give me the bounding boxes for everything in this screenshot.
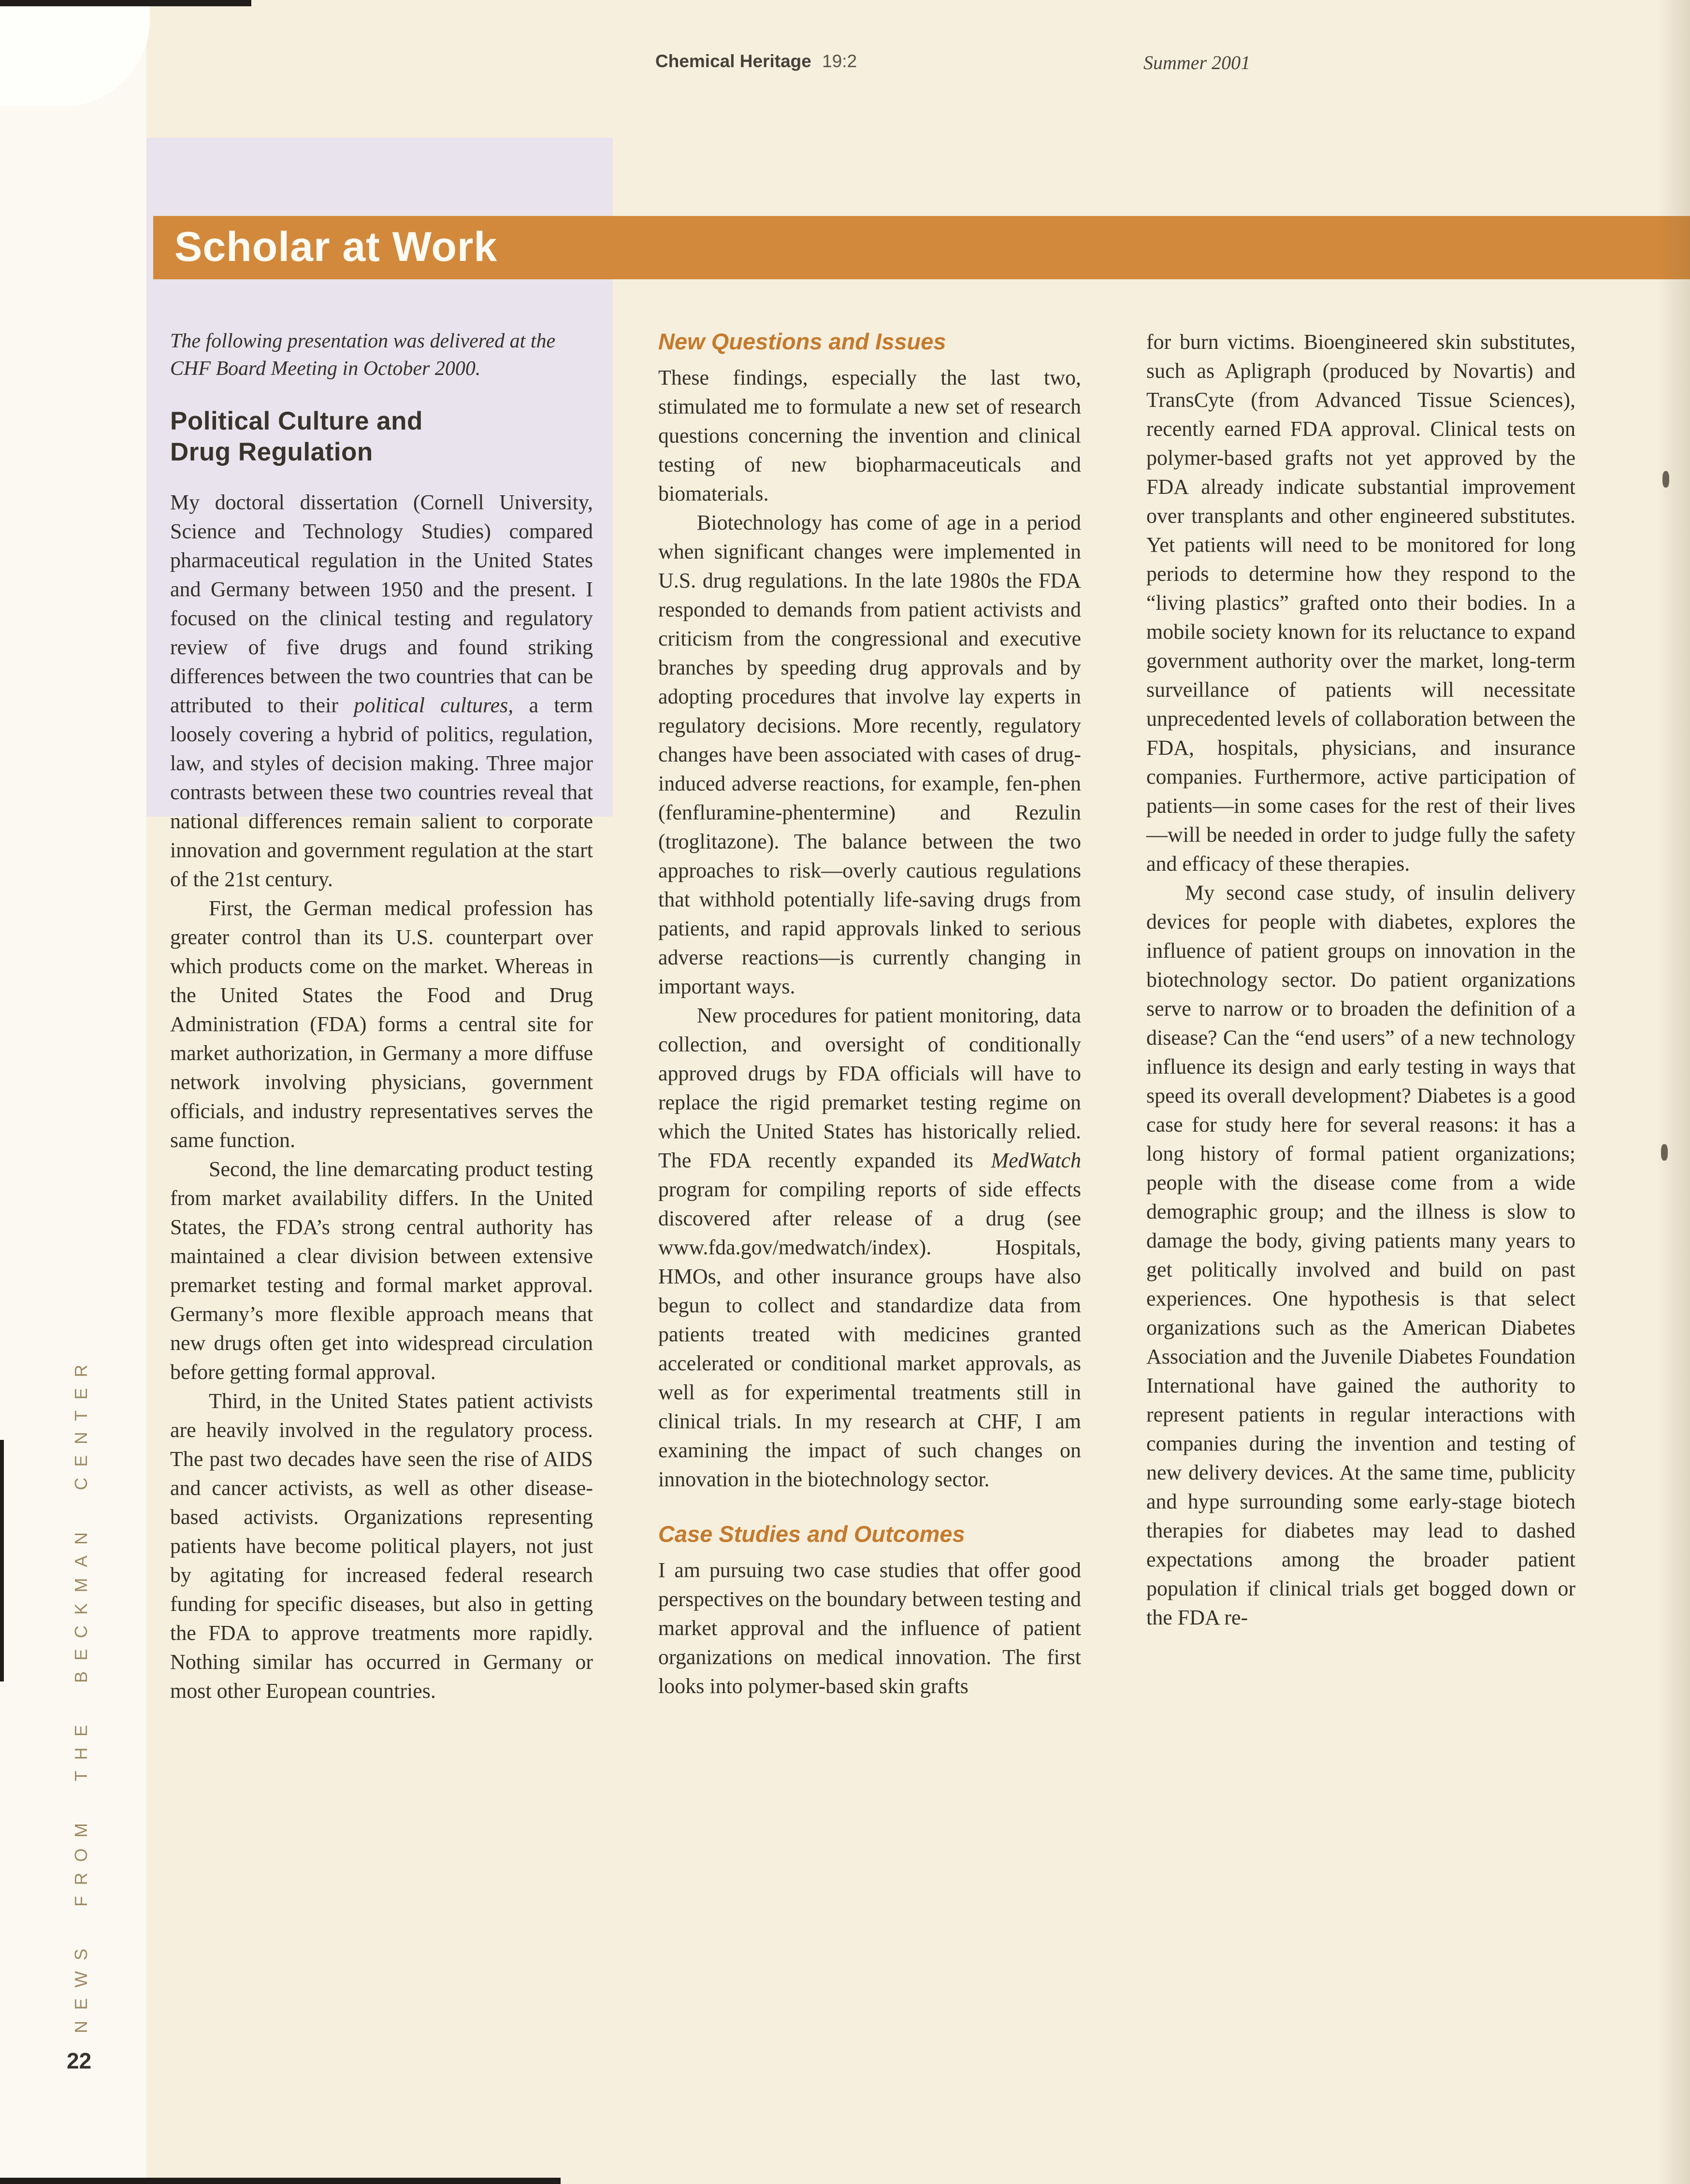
sidebar-vertical-text: NEWS FROM THE BECKMAN CENTER: [71, 1354, 91, 2033]
paragraph: First, the German medical profession has greater control than its U.S. counterpart over which products come on the market. Whereas in the United States the Food and Drug Administration (FDA) forms a central site for market authorization, in Germany a more diffuse network involving physicians, government officials, and industry representatives serves the same function.: [170, 896, 593, 1152]
article-title: Political Culture and Drug Regulation: [170, 407, 423, 466]
article-intro: The following presentation was delivered at the CHF Board Meeting in October 2000.: [170, 330, 556, 380]
paragraph: My second case study, of insulin delivery devices for people with diabetes, explores the influence of patient groups on innovation in the biotechnology sector. Do patient organizations serve to narrow or to broaden the definition of a disease? Can the “end users” of a new technology influence its design and early testing in ways that speed its overall development? Diabetes is a good case for study here for several reasons: it has a long history of formal patient organizations; people with the disease come from a wide demographic group; and the illness is slow to damage the body, giving patients many years to get politically involved and build on past experiences. One hypothesis is that select organizations such as the American Diabetes Association and the Juvenile Diabetes Foundation International have gained the authority to represent patients in regular interactions with companies during the invention and testing of new delivery devices. At the same time, publicity and hype surrounding some early-stage biotech therapies for diabetes may lead to dashed expectations among the broader patient population if clinical trials get bogged down or the FDA re-: [1146, 881, 1575, 1629]
scan-artifact: [0, 2178, 561, 2184]
paragraph: for burn victims. Bioengineered skin substitutes, such as Apligraph (produced by Novartis) and TransCyte (from Advanced Tissue Sciences), recently earned FDA approval. Clinical tests on polymer-based grafts not yet approved by the FDA already indicate substantial improvement over transplants and other engineered substitutes. Yet patients will need to be monitored for long periods to determine how they respond to the “living plastics” grafted onto their bodies. In a mobile society known for its reluctance to expand government authority over the market, long-term surveillance of patients will necessitate unprecedented levels of collaboration between the FDA, hospitals, physicians, and insurance companies. Furthermore, active participation of patients—in some cases for the rest of their lives—will be needed in order to judge fully the safety and efficacy of these therapies.: [1146, 330, 1575, 876]
section-heading: Case Studies and Outcomes: [658, 1521, 965, 1547]
issue-number: 19:2: [822, 51, 857, 71]
section-heading: New Questions and Issues: [658, 329, 946, 354]
paragraph: My doctoral dissertation (Cornell University, Science and Technology Studies) compared pharmaceutical regulation in the United States and Germany between 1950 and the present. I focused on the clinical testing and regulatory review of five drugs and found striking differences between the two countries that can be attributed to their political cultures, a term loosely covering a hybrid of politics, regulation, law, and styles of decision making. Three major contrasts between these two countries reveal that national differences remain salient to corporate innovation and government regulation at the start of the 21st century.: [170, 490, 593, 891]
scan-artifact: [0, 0, 251, 6]
paragraph: These findings, especially the last two, stimulated me to formulate a new set of research questions concerning the invention and clinical testing of new biopharmaceuticals and biomaterials.: [658, 366, 1081, 505]
paragraph: Third, in the United States patient activists are heavily involved in the regulatory process. The past two decades have seen the rise of AIDS and cancer activists, as well as other disease-based activists. Organizations representing patients have become political players, not just by agitating for increased federal research funding for specific diseases, but also in getting the FDA to approve treatments more rapidly. Nothing similar has occurred in Germany or most other European countries.: [170, 1389, 593, 1703]
masthead-left: [655, 51, 857, 72]
article-column-3: [1146, 328, 1575, 1632]
paragraph: I am pursuing two case studies that offer good perspectives on the boundary between testing and market approval and the influence of patient organizations on medical innovation. The first looks into polymer-based skin grafts: [658, 1558, 1081, 1698]
paragraph: Second, the line demarcating product testing from market availability differs. In the United States, the FDA’s strong central authority has maintained a clear division between extensive premarket testing and formal market approval. Germany’s more flexible approach means that new drugs often get into widespread circulation before getting formal approval.: [170, 1157, 593, 1384]
section-banner: [153, 216, 1690, 279]
scan-artifact: [0, 1440, 4, 1681]
left-margin-strip: [0, 0, 146, 2184]
article-column-2: [658, 328, 1081, 1701]
journal-name: Chemical Heritage: [655, 51, 811, 71]
section-banner-title: Scholar at Work: [174, 224, 498, 270]
masthead: [0, 51, 1690, 78]
paragraph: Biotechnology has come of age in a period when significant changes were implemented in U.S. drug regulations. In the late 1980s the FDA responded to demands from patient activists and criticism from the congressional and executive branches by speeding drug approvals and by adopting procedures that involve lay experts in regulatory decisions. More recently, regulatory changes have been associated with cases of drug-induced adverse reactions, for example, fen-phen (fenfluramine-phentermine) and Rezulin (troglitazone). The balance between the two approaches to risk—overly cautious regulations that withhold potentially life-saving drugs from patients, and rapid approvals linked to serious adverse reactions—is currently changing in important ways.: [658, 511, 1081, 998]
page-number: 22: [67, 2048, 92, 2073]
article-column-1: [170, 328, 593, 1706]
scan-artifact: [1662, 471, 1669, 488]
paragraph: New procedures for patient monitoring, data collection, and oversight of conditionally approved drugs by FDA officials will have to replace the rigid premarket testing regime on which the United States has historically relied. The FDA recently expanded its MedWatch program for compiling reports of side effects discovered after release of a drug (see www.fda.gov/medwatch/index). Hospitals, HMOs, and other insurance groups have also begun to collect and standardize data from patients treated with medicines granted accelerated or conditional market approvals, as well as for experimental treatments still in clinical trials. In my research at CHF, I am examining the impact of such changes on innovation in the biotechnology sector.: [658, 1004, 1081, 1491]
scan-artifact: [1661, 1144, 1668, 1161]
issue-season: Summer 2001: [1143, 52, 1251, 73]
scan-artifact: [1656, 0, 1690, 2184]
